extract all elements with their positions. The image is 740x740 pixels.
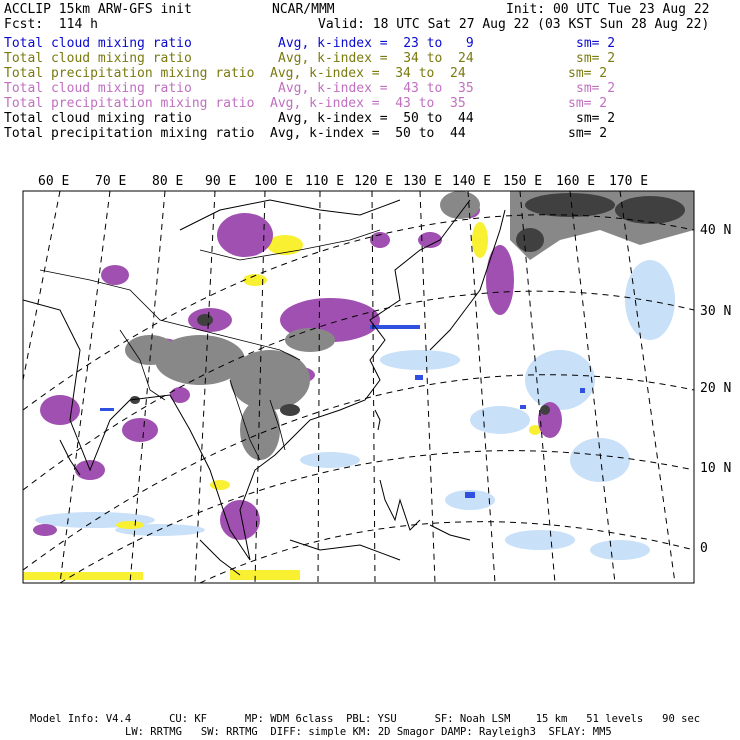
legend-row-3-sm: sm= 2 [568,66,608,81]
init-time: Init: 00 UTC Tue 23 Aug 22 [506,2,710,17]
lon-label-80e: 80 E [152,174,184,189]
lat-label-10n: 10 N [700,461,732,476]
footer-model-info: Model Info: V4.4 CU: KF MP: WDM 6class PBL: YSU SF: Noah LSM 15 km 51 levels 90 sec [30,713,701,725]
lon-label-100e: 100 E [254,174,294,189]
lon-label-60e: 60 E [38,174,70,189]
lat-label-30n: 30 N [700,304,732,319]
legend-row-3-field: Total precipitation mixing ratio [4,66,255,81]
lat-label-20n: 20 N [700,381,732,396]
legend-row-1-field: Total cloud mixing ratio [4,36,192,51]
lon-label-70e: 70 E [95,174,127,189]
legend-row-7-sm: sm= 2 [568,126,608,141]
legend-row-6-sm: sm= 2 [576,111,616,126]
legend-row-2-avg: Avg, k-index = 34 to 24 [278,51,474,66]
legend-row-5-field: Total precipitation mixing ratio [4,96,255,111]
legend-row-1-avg: Avg, k-index = 23 to 9 [278,36,474,51]
valid-time: Valid: 18 UTC Sat 27 Aug 22 (03 KST Sun 28 Aug 22) [318,17,710,32]
footer-physics-info: LW: RRTMG SW: RRTMG DIFF: simple KM: 2D Smagor DAMP: Rayleigh3 SFLAY: MM5 [125,726,612,738]
lat-label-0: 0 [700,541,708,556]
longitude-labels [38,174,648,189]
lon-label-120e: 120 E [354,174,394,189]
lon-label-170e: 170 E [609,174,649,189]
legend-row-2-sm: sm= 2 [576,51,616,66]
organization-label: NCAR/MMM [272,2,335,17]
lon-label-160e: 160 E [556,174,596,189]
lon-label-110e: 110 E [305,174,345,189]
forecast-hour: Fcst: 114 h [4,17,98,32]
lon-label-90e: 90 E [205,174,237,189]
legend-row-2-field: Total cloud mixing ratio [4,51,192,66]
legend-row-6-field: Total cloud mixing ratio [4,111,192,126]
legend-row-6-avg: Avg, k-index = 50 to 44 [278,111,474,126]
legend-row-3-avg: Avg, k-index = 34 to 24 [270,66,466,81]
lat-label-40n: 40 N [700,223,732,238]
lon-label-130e: 130 E [403,174,443,189]
legend-row-5-avg: Avg, k-index = 43 to 35 [270,96,466,111]
lon-label-140e: 140 E [452,174,492,189]
legend-row-1-sm: sm= 2 [576,36,616,51]
legend-row-5-sm: sm= 2 [568,96,608,111]
lon-label-150e: 150 E [503,174,543,189]
latitude-labels [700,223,731,556]
legend-row-4-field: Total cloud mixing ratio [4,81,192,96]
legend-row-7-field: Total precipitation mixing ratio [4,126,255,141]
legend-row-7-avg: Avg, k-index = 50 to 44 [270,126,466,141]
plot-title: ACCLIP 15km ARW-GFS init [4,2,192,17]
legend-row-4-avg: Avg, k-index = 43 to 35 [278,81,474,96]
legend-row-4-sm: sm= 2 [576,81,616,96]
